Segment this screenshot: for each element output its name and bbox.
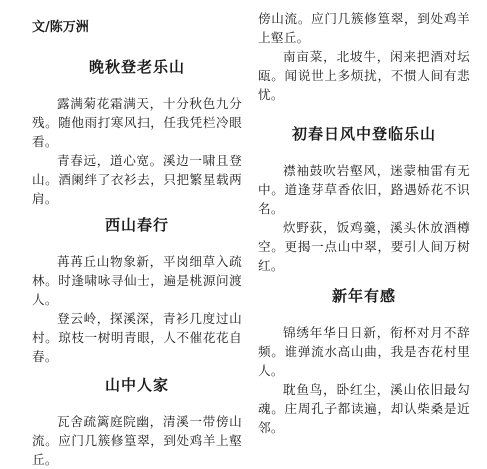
poem-3-stanza-1-continued: 傍山流。应门几簇修篁翠，到处鸡羊上壑丘。 — [258, 11, 470, 45]
poem-1-stanza-2: 青春远，道心宽。溪边一啸且登山。酒阑绊了衣衫去，只把繁星载两肩。 — [32, 153, 242, 206]
poem-3-stanza-1: 瓦舍疏篱庭院幽，清溪一带傍山流。应门几簇修篁翠，到处鸡羊上壑丘。 — [32, 414, 242, 467]
poem-4-stanza-2: 炊野荻，饭鸡羹，溪头休放酒樽空。更揭一点山中翠，要引人间万树红。 — [258, 220, 470, 273]
author-byline: 文/陈万洲 — [32, 20, 89, 35]
poem-title-4: 初春日风中登临乐山 — [291, 125, 436, 143]
poem-5-stanza-1: 锦绣年华日日新，衔杯对月不辞频。谁弹流水高山曲，我是杏花村里人。 — [258, 325, 470, 378]
poem-title-1: 晚秋登老乐山 — [88, 58, 185, 76]
poem-3-stanza-2: 南亩菜，北坡牛，闲来把酒对坛瓯。闻说世上多烦扰，不惯人间有悲忧。 — [258, 49, 470, 102]
poem-4-stanza-1: 襟袖鼓吹岩壑风，迷蒙柚雷有无中。道逢芽草香依旧，路遇娇花不识名。 — [258, 163, 470, 216]
poem-2-stanza-1: 苒苒丘山物象新，平岗细草入疏林。时逢啸咏寻仙士，遍是桃源问渡人。 — [32, 254, 242, 307]
poem-1-stanza-1: 露满菊花霜满天，十分秋色九分残。随他雨打寒风扫，任我凭栏冷眼看。 — [32, 96, 242, 149]
poem-5-stanza-2: 耽鱼鸟，卧红尘，溪山依旧最勾魂。庄周孔子都读遍，却认柴桑是近邻。 — [258, 382, 470, 435]
poem-title-5: 新年有感 — [331, 287, 396, 305]
poem-2-stanza-2: 登云岭，探溪深，青衫几度过山村。琼枝一树明青眼，人不催花花自春。 — [32, 311, 242, 364]
poem-title-2: 西山春行 — [104, 216, 169, 234]
poem-title-3: 山中人家 — [104, 376, 169, 394]
